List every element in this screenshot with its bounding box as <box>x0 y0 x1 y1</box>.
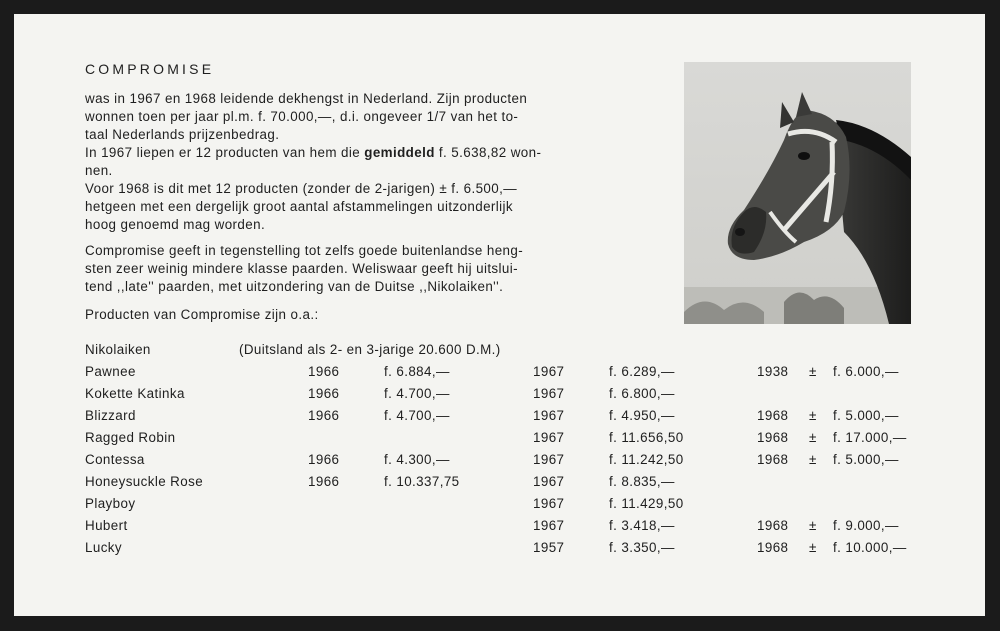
document-title: COMPROMISE <box>85 61 215 77</box>
horse-name: Blizzard <box>85 408 136 423</box>
year-3: 1938 <box>757 364 789 379</box>
prize-1: f. 6.884,— <box>384 364 450 379</box>
prize-3: f. 17.000,— <box>833 430 907 445</box>
horse-name: Honeysuckle Rose <box>85 474 204 489</box>
prize-3: f. 5.000,— <box>833 408 899 423</box>
year-3: 1968 <box>757 518 789 533</box>
text-fragment: f. 5.638,82 won- <box>434 145 542 160</box>
year-3: 1968 <box>757 408 789 423</box>
earnings-note: (Duitsland als 2- en 3-jarige 20.600 D.M.) <box>239 342 501 357</box>
prize-2: f. 3.418,— <box>609 518 675 533</box>
prize-2: f. 3.350,— <box>609 540 675 555</box>
approx-sign: ± <box>809 518 817 533</box>
prize-2: f. 8.835,— <box>609 474 675 489</box>
year-2: 1967 <box>533 474 565 489</box>
prize-2: f. 11.242,50 <box>609 452 684 467</box>
year-1: 1966 <box>308 452 340 467</box>
year-2: 1967 <box>533 386 565 401</box>
year-1: 1966 <box>308 364 340 379</box>
approx-sign: ± <box>809 364 817 379</box>
year-2: 1967 <box>533 496 565 511</box>
horse-name: Hubert <box>85 518 128 533</box>
horse-name: Lucky <box>85 540 122 555</box>
horse-name: Nikolaiken <box>85 342 151 357</box>
approx-sign: ± <box>809 540 817 555</box>
prize-3: f. 9.000,— <box>833 518 899 533</box>
prize-2: f. 11.656,50 <box>609 430 684 445</box>
prize-3: f. 10.000,— <box>833 540 907 555</box>
prize-1: f. 4.700,— <box>384 408 450 423</box>
prize-3: f. 5.000,— <box>833 452 899 467</box>
text-fragment: In 1967 liepen er 12 producten van hem die <box>85 145 365 160</box>
horse-head-photo <box>684 62 911 324</box>
text-line: Compromise geeft in tegenstelling tot zelfs goede buitenlandse heng- <box>85 243 524 258</box>
prize-2: f. 6.800,— <box>609 386 675 401</box>
year-2: 1967 <box>533 430 565 445</box>
year-2: 1967 <box>533 452 565 467</box>
approx-sign: ± <box>809 452 817 467</box>
prize-1: f. 10.337,75 <box>384 474 460 489</box>
horse-name: Playboy <box>85 496 136 511</box>
approx-sign: ± <box>809 430 817 445</box>
year-1: 1966 <box>308 474 340 489</box>
year-3: 1968 <box>757 430 789 445</box>
horse-photo-graphic <box>684 62 911 324</box>
year-2: 1957 <box>533 540 565 555</box>
text-line: nen. <box>85 163 113 178</box>
year-3: 1968 <box>757 540 789 555</box>
second-paragraph <box>85 242 603 296</box>
text-line: taal Nederlands prijzenbedrag. <box>85 127 280 142</box>
year-1: 1966 <box>308 386 340 401</box>
horse-name: Pawnee <box>85 364 136 379</box>
prize-2: f. 11.429,50 <box>609 496 684 511</box>
horse-name: Ragged Robin <box>85 430 176 445</box>
year-2: 1967 <box>533 364 565 379</box>
text-line <box>85 144 603 162</box>
prize-2: f. 6.289,— <box>609 364 675 379</box>
year-2: 1967 <box>533 408 565 423</box>
year-1: 1966 <box>308 408 340 423</box>
emphasis-gemiddeld: gemiddeld <box>364 145 435 160</box>
text-line: was in 1967 en 1968 leidende dekhengst in Nederland. Zijn producten <box>85 91 528 106</box>
year-2: 1967 <box>533 518 565 533</box>
approx-sign: ± <box>809 408 817 423</box>
text-line: wonnen toen per jaar pl.m. f. 70.000,—, d.i. ongeveer 1/7 van het to- <box>85 109 519 124</box>
text-line: hoog genoemd mag worden. <box>85 217 266 232</box>
text-line: sten zeer weinig mindere klasse paarden. Weliswaar geeft hij uitslui- <box>85 261 518 276</box>
horse-name: Contessa <box>85 452 145 467</box>
prize-3: f. 6.000,— <box>833 364 899 379</box>
products-intro: Producten van Compromise zijn o.a.: <box>85 307 319 322</box>
horse-name: Kokette Katinka <box>85 386 185 401</box>
prize-1: f. 4.300,— <box>384 452 450 467</box>
prize-2: f. 4.950,— <box>609 408 675 423</box>
text-line: tend ,,late'' paarden, met uitzondering van de Duitse ,,Nikolaiken''. <box>85 279 504 294</box>
document-card <box>14 14 985 616</box>
text-line: hetgeen met een dergelijk groot aantal afstammelingen uitzonderlijk <box>85 199 514 214</box>
year-3: 1968 <box>757 452 789 467</box>
intro-paragraph <box>85 90 603 234</box>
text-line: Voor 1968 is dit met 12 producten (zonder de 2-jarigen) ± f. 6.500,— <box>85 181 518 196</box>
prize-1: f. 4.700,— <box>384 386 450 401</box>
